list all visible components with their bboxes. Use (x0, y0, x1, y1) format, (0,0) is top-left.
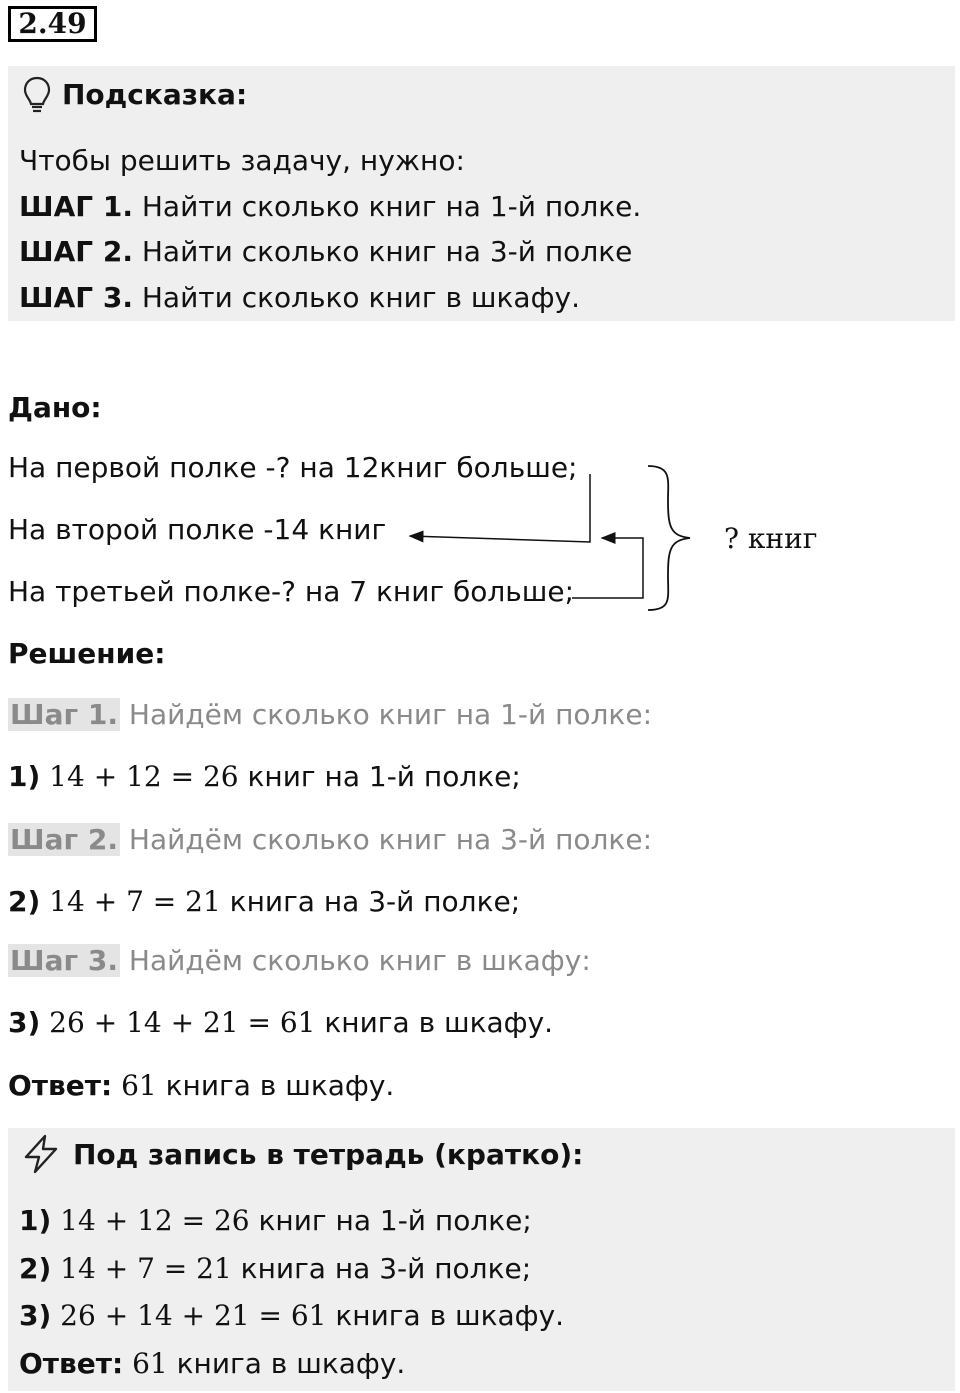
step-label: Шаг 2. (10, 823, 118, 856)
notebook-line-3 (19, 1299, 564, 1333)
calc-number: 3) (8, 1006, 41, 1039)
hint-step-text: Найти сколько книг на 3-й полке (132, 235, 633, 268)
calc-result-text: книг на 1-й полке; (249, 1204, 532, 1237)
answer-value: 61 (123, 1347, 168, 1380)
given-line-1: На первой полке -? на 12книг больше; (8, 451, 578, 484)
given-title: Дано: (8, 391, 102, 424)
calc-result-text: книга на 3-й полке; (231, 1252, 532, 1285)
hint-step-1 (19, 190, 641, 224)
arrow-first-to-second (410, 474, 590, 542)
hint-step-text: Найти сколько книг на 1-й полке. (132, 190, 642, 223)
answer-label: Ответ: (8, 1069, 113, 1102)
answer-text: книга в шкафу. (167, 1347, 406, 1380)
lightbulb-icon (22, 76, 52, 114)
notebook-line-1 (19, 1204, 532, 1238)
calc-number: 1) (8, 760, 41, 793)
calc-number: 3) (19, 1299, 52, 1332)
step-label: Шаг 3. (10, 944, 118, 977)
calc-expression: 26 + 14 + 21 = 61 (51, 1299, 327, 1332)
solution-step-2-header (8, 823, 652, 857)
calc-number: 1) (19, 1204, 52, 1237)
answer-value: 61 (112, 1069, 157, 1102)
hint-step-label: ШАГ 1. (19, 190, 133, 223)
solution-step-3-calc (8, 1006, 553, 1040)
hint-step-label: ШАГ 2. (19, 235, 133, 268)
solution-title: Решение: (8, 637, 166, 670)
solution-step-3-header (8, 944, 591, 978)
answer-text: книга в шкафу. (156, 1069, 395, 1102)
calc-expression: 14 + 7 = 21 (40, 885, 221, 918)
lightning-icon (20, 1133, 62, 1175)
calc-number: 2) (19, 1252, 52, 1285)
solution-step-1-calc (8, 760, 521, 794)
solution-step-1-header (8, 698, 652, 732)
problem-number: 2.49 (8, 6, 97, 42)
hint-step-2 (19, 235, 632, 269)
step-description: Найдём сколько книг на 1-й полке: (119, 698, 652, 731)
step-description: Найдём сколько книг в шкафу: (119, 944, 591, 977)
calc-expression: 14 + 7 = 21 (51, 1252, 232, 1285)
notebook-title: Под запись в тетрадь (кратко): (73, 1138, 584, 1171)
calc-result-text: книга в шкафу. (326, 1299, 565, 1332)
hint-step-3 (19, 281, 580, 315)
arrow-third-to-second (572, 538, 643, 598)
hint-step-text: Найти сколько книг в шкафу. (132, 281, 580, 314)
hint-step-label: ШАГ 3. (19, 281, 133, 314)
given-line-3: На третьей полке-? на 7 книг больше; (8, 575, 575, 608)
total-question-label: ? книг (724, 522, 818, 555)
calc-expression: 26 + 14 + 21 = 61 (40, 1006, 316, 1039)
solution-answer (8, 1069, 394, 1103)
calc-expression: 14 + 12 = 26 (51, 1204, 250, 1237)
step-label: Шаг 1. (10, 698, 118, 731)
given-line-2: На второй полке -14 книг (8, 513, 387, 546)
calc-result-text: книга в шкафу. (315, 1006, 554, 1039)
calc-result-text: книга на 3-й полке; (220, 885, 521, 918)
step-description: Найдём сколько книг на 3-й полке: (119, 823, 652, 856)
notebook-answer (19, 1347, 405, 1381)
hint-title: Подсказка: (62, 78, 248, 111)
brace (648, 466, 690, 610)
calc-result-text: книг на 1-й полке; (238, 760, 521, 793)
hint-intro: Чтобы решить задачу, нужно: (19, 144, 465, 177)
notebook-line-2 (19, 1252, 531, 1286)
answer-label: Ответ: (19, 1347, 124, 1380)
solution-step-2-calc (8, 885, 520, 919)
calc-number: 2) (8, 885, 41, 918)
calc-expression: 14 + 12 = 26 (40, 760, 239, 793)
